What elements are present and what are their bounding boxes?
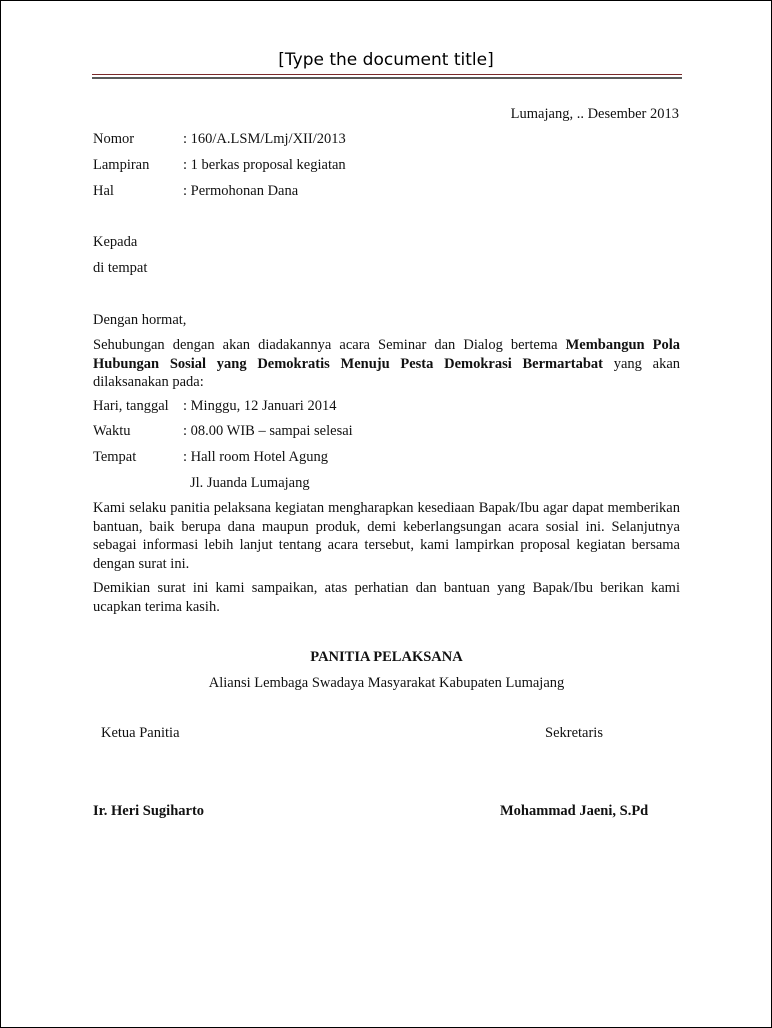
title-rule-thick (92, 77, 682, 79)
event-theme: Membangun Pola Hubungan Sosial yang Demokratis Menuju Pesta Demokrasi Bermartabat (93, 337, 680, 372)
event-value: : Hall room Hotel Agung (183, 449, 328, 465)
signature-right-role: Sekretaris (545, 725, 603, 741)
signature-right-name: Mohammad Jaeni, S.Pd (500, 803, 649, 819)
event-label: Waktu (93, 423, 131, 439)
meta-label: Hal (93, 183, 114, 199)
body-paragraph-2: Demikian surat ini kami sampaikan, atas perhatian dan bantuan yang Bapak/Ibu berikan kami ucapkan terima kasih. (93, 580, 680, 615)
meta-label: Nomor (93, 131, 135, 147)
signature-left-name: Ir. Heri Sugiharto (93, 803, 205, 819)
greeting: Dengan hormat, (93, 312, 187, 328)
recipient-line1: Kepada (93, 234, 138, 250)
event-value: : Minggu, 12 Januari 2014 (183, 398, 337, 414)
event-label: Hari, tanggal (93, 398, 169, 414)
event-address: Jl. Juanda Lumajang (190, 475, 310, 491)
intro-text-before: Sehubungan dengan akan diadakannya acara Seminar dan Dialog bertema (93, 337, 566, 353)
event-value: : 08.00 WIB – sampai selesai (183, 423, 353, 439)
event-label: Tempat (93, 449, 137, 465)
signature-left-role: Ketua Panitia (101, 725, 180, 741)
meta-label: Lampiran (93, 157, 150, 173)
meta-value: : Permohonan Dana (183, 183, 299, 199)
meta-value: : 160/A.LSM/Lmj/XII/2013 (183, 131, 346, 147)
letter-date: Lumajang, .. Desember 2013 (510, 106, 679, 122)
body-paragraph-1: Kami selaku panitia pelaksana kegiatan mengharapkan kesediaan Bapak/Ibu agar dapat memberikan bantuan, baik berupa dana maupun produk, demi keberlangsungan acara sosial ini. Selanjutnya sebagai informasi lebih lanjut tentang acara tersebut, kami lampirkan proposal kegiatan bersama dengan surat ini. (93, 500, 680, 572)
document-title[interactable]: [Type the document title] (278, 50, 494, 70)
intro-paragraph (93, 336, 680, 392)
recipient-line2: di tempat (93, 260, 148, 276)
intro-text-after: yang akan dilaksanakan pada: (93, 355, 681, 390)
committee-title: PANITIA PELAKSANA (310, 649, 463, 665)
committee-org: Aliansi Lembaga Swadaya Masyarakat Kabupaten Lumajang (208, 675, 565, 691)
meta-value: : 1 berkas proposal kegiatan (183, 157, 346, 173)
title-rule-thin (92, 74, 682, 75)
